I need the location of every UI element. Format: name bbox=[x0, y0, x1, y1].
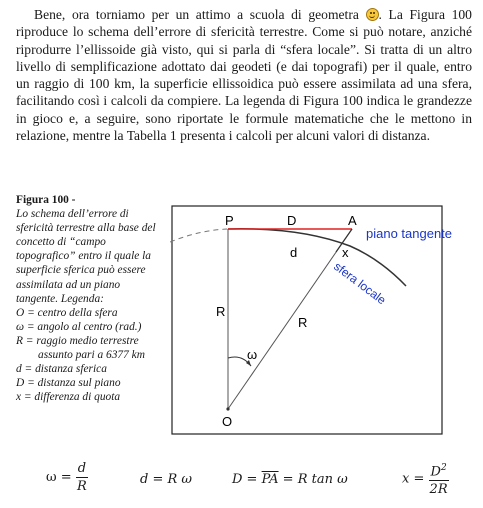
paragraph-text-rest: . La Figura 100 riproduce lo schema dell’errore di sfericità terrestre. Come si può notare, anziché riprodurre l’ellissoide già visto, qui si parla di “sfera locale”. Si tratta di un altro livello di semplificazione adottato dai geodeti (e dai topografi) per il quale, entro un raggio di 100 km, la superficie ellissoidica può essere assimilata ad una sfera, facilitando così i calcoli da compiere. La legenda di Figura 100 indica le grandezze in gioco e, a seguire, sono riportate le formule matematiche che le mettono in relazione, mentre la Tabella 1 presenta i calcoli per alcuni valori di distanza. bbox=[16, 7, 472, 144]
label-R-vertical: R bbox=[216, 304, 226, 319]
label-R-slanted: R bbox=[298, 315, 308, 330]
paragraph-text-start: Bene, ora torniamo per un attimo a scuola di geometra bbox=[34, 7, 359, 22]
fraction-d-over-R bbox=[76, 460, 88, 495]
fraction-numerator bbox=[429, 460, 449, 481]
sphericity-diagram bbox=[170, 204, 470, 441]
legend-item: d = distanza sferica bbox=[16, 363, 107, 376]
label-piano-tangente: piano tangente bbox=[366, 226, 453, 241]
legend-item: R = raggio medio terrestre bbox=[16, 334, 139, 347]
fraction-denominator: R bbox=[77, 479, 87, 494]
legend-item-continued: assunto pari a 6377 km bbox=[38, 349, 145, 362]
diagram-svg bbox=[170, 204, 470, 436]
label-D: D bbox=[287, 213, 297, 228]
caption-title: Figura 100 - bbox=[16, 194, 76, 206]
label-sfera-locale: sfera locale bbox=[331, 259, 389, 308]
label-A: A bbox=[348, 213, 357, 228]
fraction-numerator: d bbox=[77, 461, 87, 476]
caption-body: Lo schema dell’errore di sfericità terrestre alla base del concetto di “campo topografico” entro il quale la superficie sferica può essere assimilata ad un piano tangente. Legenda: bbox=[16, 208, 156, 305]
legend-item: ω = angolo al centro (rad.) bbox=[16, 320, 142, 333]
fraction-D2-over-2R bbox=[429, 460, 449, 498]
fraction-denominator: 2R bbox=[429, 482, 448, 498]
formula-row bbox=[0, 446, 483, 506]
label-d: d bbox=[290, 245, 298, 260]
formula-omega-lhs: ω = bbox=[46, 470, 72, 485]
formula-D-lhs: D = bbox=[232, 472, 262, 487]
formula-D-segment: $\overline{PA}$ bbox=[261, 472, 279, 487]
sphere-arc-dashed bbox=[170, 229, 228, 242]
figure-caption bbox=[16, 193, 164, 404]
smiley-icon bbox=[366, 8, 379, 21]
formula-d-text: d = R ω bbox=[140, 472, 192, 487]
label-omega: ω bbox=[247, 347, 258, 362]
label-O: O bbox=[222, 414, 233, 429]
numerator-exponent: 2 bbox=[440, 463, 447, 473]
body-paragraph bbox=[16, 6, 472, 144]
formula-D-rhs: = R tan ω bbox=[278, 472, 348, 487]
formula-d bbox=[140, 472, 192, 487]
formula-x bbox=[402, 460, 449, 498]
center-point bbox=[226, 407, 229, 410]
formula-omega bbox=[46, 460, 88, 495]
label-x: x bbox=[342, 245, 349, 260]
formula-x-lhs: x = bbox=[402, 471, 425, 487]
legend-item: D = distanza sul piano bbox=[16, 377, 121, 390]
legend-item: x = differenza di quota bbox=[16, 391, 121, 404]
formula-D bbox=[232, 472, 348, 487]
legend-item: O = centro della sfera bbox=[16, 306, 118, 319]
label-P: P bbox=[225, 213, 234, 228]
numerator-D: D bbox=[430, 464, 441, 480]
